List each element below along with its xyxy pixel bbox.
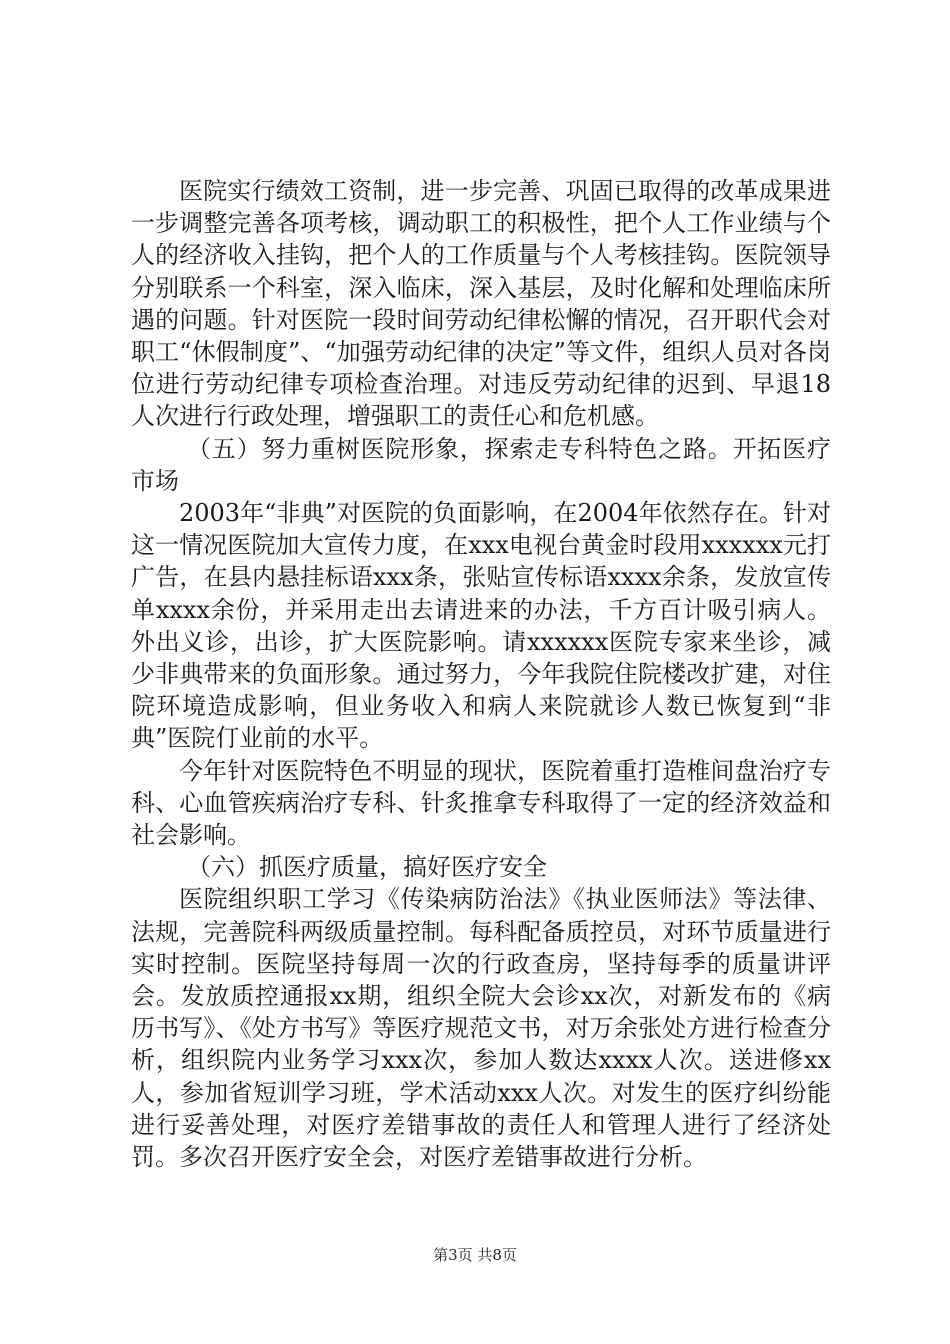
page-number-footer: 第3页 共8页 bbox=[433, 1246, 517, 1264]
paragraph-sars-impact: 2003年“非典”对医院的负面影响，在2004年依然存在。针对这一情况医院加大宣传力度，在xxx电视台黄金时段用xxxxxx元打广告，在县内悬挂标语xxx条，张贴宣传标语xxxx余条，发放宣传单xxxx余份，并采用走出去请进来的办法，千方百计吸引病人。外出义诊，出诊，扩大医院影响。请xxxxxx医院专家来坐诊，减少非典带来的负面形象。通过努力，今年我院住院楼改扩建，对住院环境造成影响，但业务收入和病人来院就诊人数已恢复到“非典”医院仃业前的水平。 bbox=[131, 499, 831, 753]
document-body bbox=[131, 175, 831, 1173]
paragraph-medical-quality: 医院组织职工学习《传染病防治法》《执业医师法》等法律、法规，完善院科两级质量控制。每科配备质控员，对环节质量进行实时控制。医院坚持每周一次的行政查房，坚持每季的质量讲评会。发放质控通报xx期，组织全院大会诊xx次，对新发布的《病历书写》、《处方书写》等医疗规范文书，对万余张处方进行检查分析，组织院内业务学习xxx次，参加人数达xxxx人次。送进修xx人，参加省短训学习班，学术活动xxx人次。对发生的医疗纠纷能进行妥善处理，对医疗差错事故的责任人和管理人进行了经济处罚。多次召开医疗安全会，对医疗差错事故进行分析。 bbox=[131, 885, 831, 1172]
section-heading-five: （五）努力重树医院形象，探索走专科特色之路。开拓医疗市场 bbox=[131, 434, 831, 495]
paragraph-performance-pay: 医院实行绩效工资制，进一步完善、巩固已取得的改革成果进一步调整完善各项考核，调动职工的积极性，把个人工作业绩与个人的经济收入挂钩，把个人的工作质量与个人考核挂钩。医院领导分别联系一个科室，深入临床，深入基层，及时化解和处理临床所遇的问题。针对医院一段时间劳动纪律松懈的情况，召开职代会对职工“休假制度”、“加强劳动纪律的决定”等文件，组织人员对各岗位进行劳动纪律专项检查治理。对违反劳动纪律的迟到、早退18人次进行行政处理，增强职工的责任心和危机感。 bbox=[131, 177, 831, 431]
section-heading-six: （六）抓医疗质量，搞好医疗安全 bbox=[187, 853, 547, 882]
paragraph-specialties: 今年针对医院特色不明显的现状，医院着重打造椎间盘治疗专科、心血管疾病治疗专科、针炙推拿专科取得了一定的经济效益和社会影响。 bbox=[131, 756, 831, 850]
